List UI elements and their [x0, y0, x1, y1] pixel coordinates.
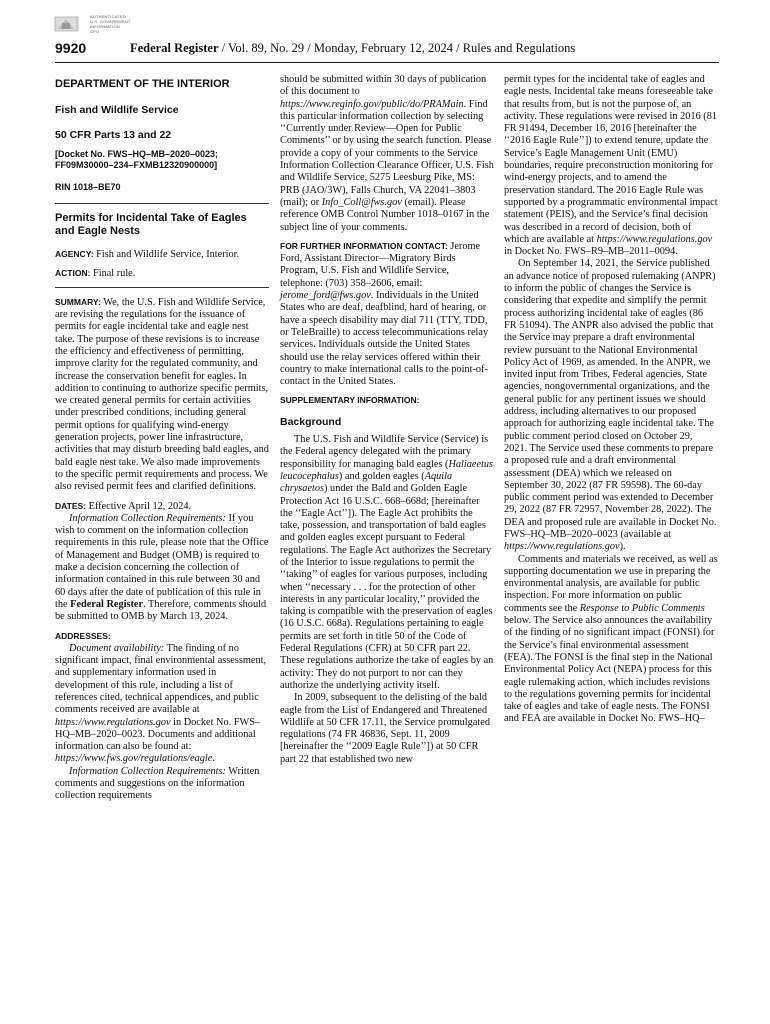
- doc-text-3: .: [212, 753, 215, 765]
- dates-label: DATES:: [55, 500, 87, 511]
- text: below. The Service also announces the availability of the finding of no significant impact (FONSI) for the Service’s final environmental assessment (FEA). The FONSI is the final step in the National Environmental Policy Act (NEPA) process for this eagle rulemaking action, which includes revisions to the regulations governing permits for incidental take of eagles and take of eagle nests. The FONSI and FEA are available in Docket No. FWS–HQ–: [504, 615, 715, 725]
- action-text: Final rule.: [90, 268, 136, 280]
- summary-text: We, the U.S. Fish and Wildlife Service, are revising the regulations for the issuance of permits for eagle incidental take and eagle nest take. The purpose of these revisions is to increase the efficiency and effectiveness of permitting, improve clarity for the regulated community, and increase the conservation benefit for eagles. In addition to continuing to authorize specific permits, we created general permits for certain activities under prescribed conditions, including general permit options for qualifying wind-energy generation projects, power line infrastructure, activities that may disturb breeding bald eagles, and bald eagle nest take. We also made improvements to the specific permit requirements and process. We also revised permit fees and clarified definitions.: [55, 296, 269, 493]
- header-details: / Vol. 89, No. 29 / Monday, February 12, 2024 / Rules and Regulations: [218, 41, 576, 55]
- regulations-gov-link[interactable]: https://www.regulations.gov: [55, 716, 171, 728]
- contact-text: Jerome Ford, Assistant Director—Migratory Birds Program, U.S. Fish and Wildlife Service, telephone: (703) 358–2606, email:: [280, 240, 481, 289]
- background-heading: Background: [280, 415, 342, 428]
- supplementary-label: SUPPLEMENTARY INFORMATION:: [280, 395, 420, 406]
- omb-comments-paragraph: [280, 74, 494, 234]
- comments-paragraph: [504, 554, 718, 726]
- text: Comments and materials we received, as well as supporting documentation we use in preparing the environmental analysis, are available for public inspection. For more information on public comments see the: [504, 553, 718, 614]
- summary-field: [55, 296, 269, 494]
- anpr-paragraph: [504, 258, 718, 553]
- contact-text-2: . Individuals in the United States who are deaf, deafblind, hard of hearing, or have a speech disability may dial 711 (TTY, TDD, or TeleBraille) to access telecommunications relay services. Individuals outside the United States should use the relay services offered within their country to make international calls to the point-of-contact in the United States.: [280, 290, 489, 388]
- subagency-name: Fish and Wildlife Service: [55, 104, 179, 117]
- text: ) and golden eagles (: [338, 470, 425, 482]
- reginfo-link[interactable]: https://www.reginfo.gov/public/do/PRAMain: [280, 98, 464, 110]
- background-paragraph-2: In 2009, subsequent to the delisting of the bald eagle from the List of Endangered and Threatened Wildlife at 50 CFR 17.11, the Service promulgated regulations (74 FR 46836, Sept. 11, 2009 [hereinafter the ‘‘2009 Eagle Rule’’]) at 50 CFR part 22 that established two new: [280, 692, 490, 765]
- agency-text: Fish and Wildlife Service, Interior.: [93, 249, 240, 261]
- addresses-label: ADDRESSES:: [55, 630, 111, 641]
- header-citation: [130, 41, 575, 56]
- regulations-gov-link[interactable]: https://www.regulations.gov: [504, 541, 620, 553]
- running-header: [55, 40, 719, 60]
- text: (email). Please reference OMB Control Number 1018–0167 in the subject line of your comments.: [280, 196, 490, 233]
- contact-field: [280, 240, 494, 389]
- column-3: [504, 74, 718, 726]
- info-coll-email-link[interactable]: Info_Coll@fws.gov: [321, 196, 402, 208]
- fws-eagle-link[interactable]: https://www.fws.gov/regulations/eagle: [55, 753, 213, 765]
- action-label: ACTION:: [55, 268, 91, 279]
- icr-paragraph-2: [55, 766, 269, 803]
- divider: [55, 203, 269, 204]
- icr-text: If you wish to comment on the information collection requirements in this rule, please note that the Office of Management and Budget (OMB) is required to make a decision concerning the collection of information contained in this rule between 30 and 60 days after the date of publication of this rule in the: [55, 512, 269, 610]
- seal-text: [90, 14, 131, 34]
- icr-paragraph: [55, 513, 269, 624]
- background-paragraph-1: [280, 434, 494, 692]
- doc-availability-heading: Document availability:: [69, 642, 165, 654]
- summary-label: SUMMARY:: [55, 296, 101, 307]
- agency-label: AGENCY:: [55, 249, 94, 260]
- header-rule: [55, 62, 719, 63]
- seal-line: GPO: [90, 29, 100, 34]
- regulations-gov-link[interactable]: https://www.regulations.gov: [596, 233, 713, 245]
- permit-types-paragraph: [504, 74, 718, 258]
- seal-line: AUTHENTICATED: [90, 14, 126, 19]
- supplementary-field: [280, 394, 494, 407]
- cfr-parts: 50 CFR Parts 13 and 22: [55, 128, 172, 141]
- dates-text: Effective April 12, 2024.: [86, 500, 192, 512]
- divider: [55, 287, 269, 288]
- icr2-text: Written comments and suggestions on the information collection requirements: [55, 765, 260, 802]
- doc-text-2: in Docket No. FWS–HQ–MB–2020–0023. Documents and additional information can also be found at:: [55, 716, 261, 753]
- addresses-field: [55, 630, 269, 643]
- golden-eagle-species: Aquila chrysaetos: [280, 470, 453, 495]
- federal-register-bold: Federal Register: [70, 598, 144, 610]
- text: ) under the Bald and Golden Eagle Protection Act 16 U.S.C. 668–668d; [hereinafter the ‘‘Eagle Act’’]). The Eagle Act prohibits the take, possession, and transportation of bald eagles and golden eagles except pursuant to Federal regulations. The Eagle Act authorizes the Secretary of the Interior to issue regulations to permit the ‘‘taking’’ of eagles for various purposes, including when ‘‘necessary . . . for the protection of other interests in any particular locality,’’ provided the taking is compatible with the preservation of eagles (16 U.S.C. 668a). Regulations pertaining to eagle permits are set forth in title 50 of the Code of Federal Regulations (CFR) at 50 CFR part 22. These regulations authorize the take of eagles by an activity: They do not purport to nor can they authorize the underlying activity itself.: [280, 483, 494, 691]
- doc-text: The finding of no significant impact, final environmental assessment, and supplementary information used in development of this rule, including a list of references cited, technical appendices, and public comments received are available at: [55, 642, 267, 716]
- jerome-ford-email-link[interactable]: jerome_ford@fws.gov: [280, 290, 371, 302]
- gpo-authentication-seal: [54, 13, 86, 35]
- agency-field: [55, 248, 269, 261]
- text: permit types for the incidental take of eagles and eagle nests. Incidental take means foreseeable take that results from, but is not the purpose of, an activity. These regulations were revised in 2016 (81 FR 91494, December 16, 2016 [hereinafter the ‘‘2016 Eagle Rule’’]) to extend tenure, update the Service’s Eagle Management Unit (EMU) boundaries, require preconstruction monitoring for wind-energy projects, and to amend the preservation standard. The 2016 Eagle Rule was supported by a programmatic environmental impact statement (PEIS), and the Service’s final decision was described in a record of decision, both of which are available at: [504, 74, 718, 245]
- docket-number: [Docket No. FWS–HQ–MB–2020–0023; FF09M30000–234–FXMB12320900000]: [55, 148, 219, 170]
- action-field: [55, 267, 269, 280]
- icr-heading-2: Information Collection Requirements:: [69, 765, 226, 777]
- dates-field: [55, 500, 269, 513]
- page-number: 9920: [55, 40, 87, 56]
- response-to-comments-ref: Response to Public Comments: [579, 602, 705, 614]
- rin-number: RIN 1018–BE70: [55, 181, 121, 192]
- text: The U.S. Fish and Wildlife Service (Service) is the Federal agency delegated with the primary responsibility for managing bald eagles (: [280, 434, 489, 470]
- text: . Find this particular information collection by selecting ‘‘Currently under Review—Open for Public Comments’’ or by using the search function. Please provide a copy of your comments to the Service Information Collection Clearance Officer, U.S. Fish and Wildlife Service, 5275 Leesburg Pike, MS: PRB (JAO/3W), Falls Church, VA 22041–3803 (mail); or: [280, 98, 494, 208]
- document-availability: [55, 643, 269, 766]
- contact-label: FOR FURTHER INFORMATION CONTACT:: [280, 240, 448, 251]
- text: in Docket No. FWS–R9–MB–2011–0094.: [504, 246, 678, 258]
- column-1: [55, 74, 269, 803]
- text: should be submitted within 30 days of publication of this document to: [280, 74, 487, 98]
- text: ).: [619, 541, 626, 553]
- bald-eagle-species: Haliaeetus leucocephalus: [280, 458, 494, 482]
- seal-line: INFORMATION: [90, 24, 120, 29]
- text: On September 14, 2021, the Service published an advance notice of proposed rulemaking (ANPR) to inform the public of changes the Service is considering that expedite and simplify the permit process authorizing incidental take of eagles (86 FR 51094). The ANPR also advised the public that the Service may prepare a draft environmental review pursuant to the National Environmental Policy Act of 1969, as amended. In the ANPR, we invited input from Tribes, Federal agencies, State agencies, nongovernmental organizations, and the general public for any pertinent issues we should address, including alternatives to our proposed approach for authorizing eagle incidental take. The public comment period closed on October 29, 2021. The Service used these comments to prepare a proposed rule and a draft environmental assessment (DEA) which we released on September 30, 2022 (87 FR 59598). The 60-day public comment period was extended to December 29, 2022 (87 FR 72957, November 28, 2022). The DEA and proposed rule are available in Docket No. FWS–HQ–MB–2020–0023 (available at: [504, 258, 717, 540]
- seal-line: U.S. GOVERNMENT: [90, 19, 131, 24]
- icr-text-2: . Therefore, comments should be submitted to OMB by March 13, 2024.: [55, 598, 267, 623]
- publication-name: Federal Register: [130, 41, 219, 55]
- column-2: [280, 74, 494, 766]
- rule-title: Permits for Incidental Take of Eagles and Eagle Nests: [55, 212, 247, 238]
- icr-heading: Information Collection Requirements:: [69, 512, 226, 524]
- agency-name: DEPARTMENT OF THE INTERIOR: [55, 78, 230, 90]
